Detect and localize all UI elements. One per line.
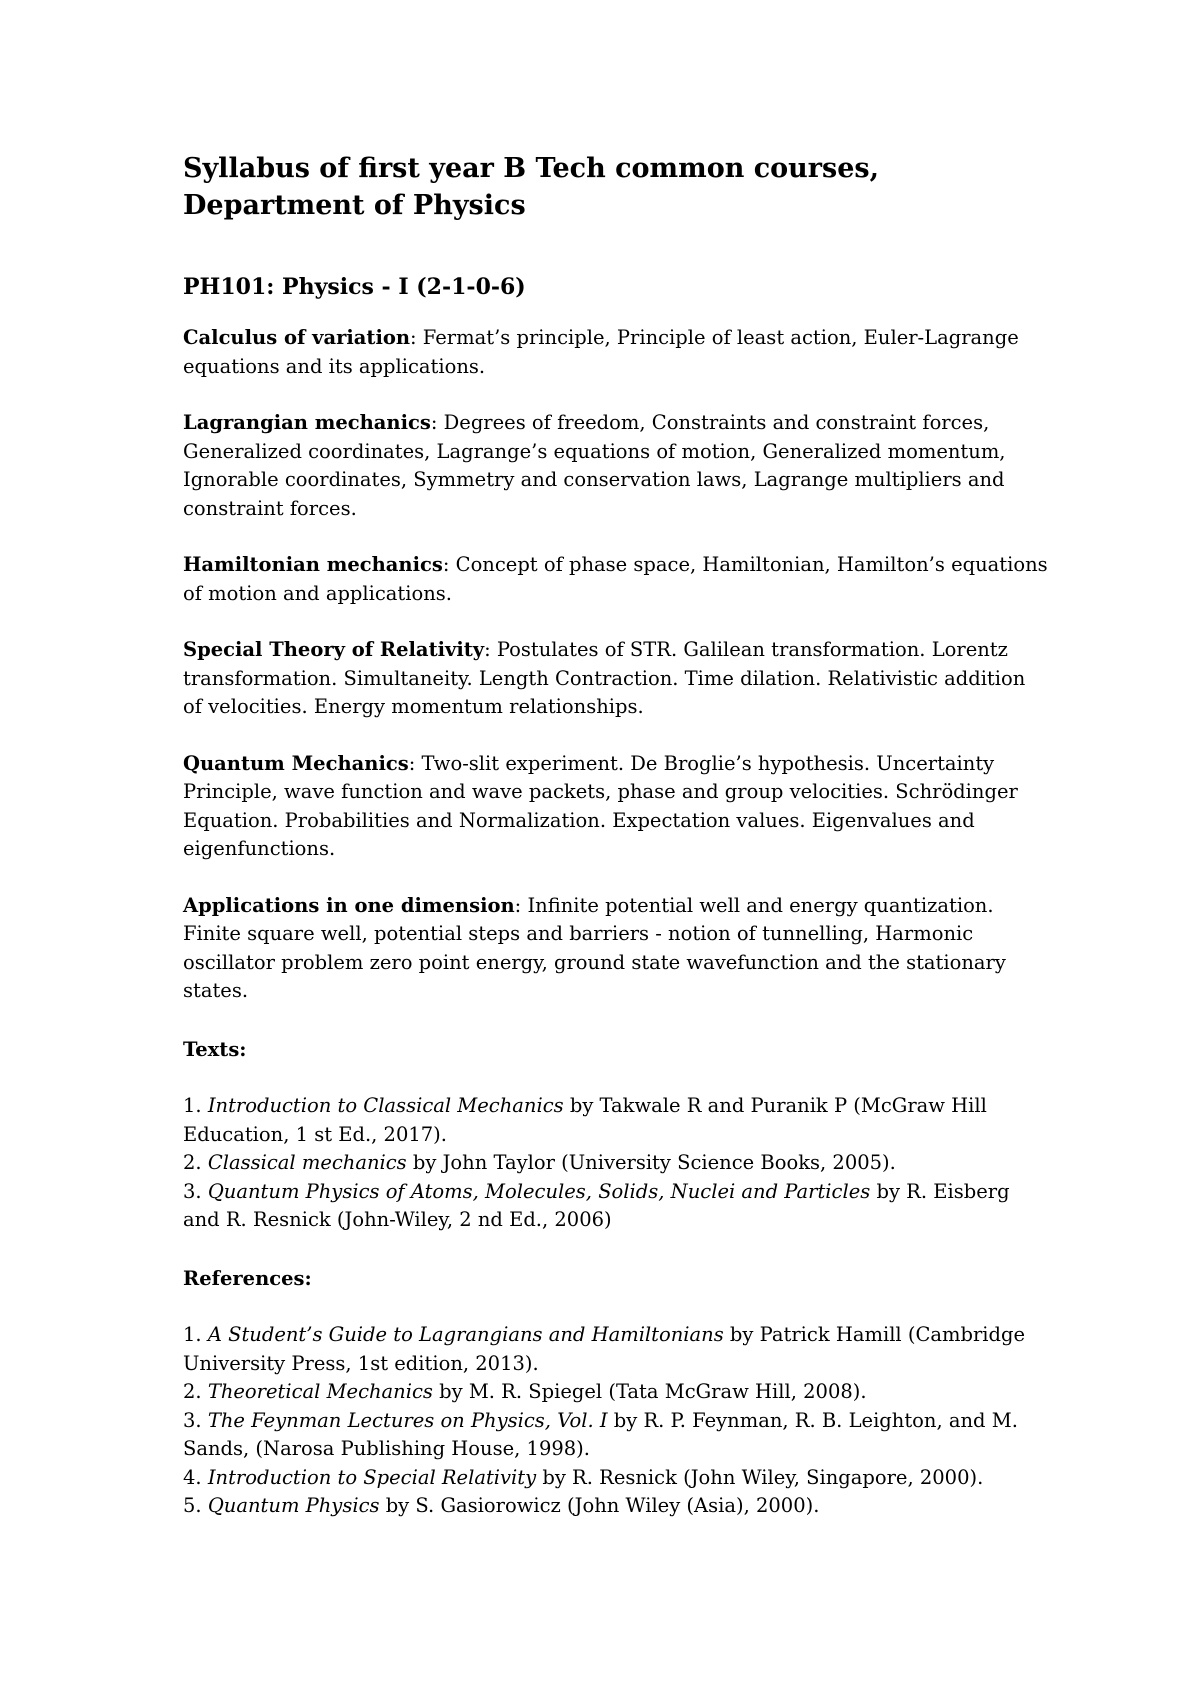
topic-text: : Postulates of STR. Galilean transformation. Lorentz transformation. Simultaneity. Length Contraction. Time dilation. Relativistic addition of velocities. Energy momentum relationships. <box>183 638 1026 718</box>
list-item <box>183 1378 1050 1407</box>
list-item <box>183 1178 1050 1235</box>
book-title: The Feynman Lectures on Physics, Vol. I <box>207 1408 608 1432</box>
book-title: A Student’s Guide to Lagrangians and Hamiltonians <box>207 1323 724 1346</box>
book-details: by R. Eisberg and R. Resnick (John-Wiley, 2 nd Ed., 2006) <box>183 1179 1010 1231</box>
book-details: by S. Gasiorowicz (John Wiley (Asia), 2000). <box>379 1494 820 1517</box>
list-item <box>183 1464 1050 1493</box>
topic-text: : Concept of phase space, Hamiltonian, Hamilton’s equations of motion and applications. <box>183 553 1048 605</box>
topic-calculus-of-variation <box>183 324 1050 381</box>
topic-text: : Two-slit experiment. De Broglie’s hypothesis. Uncertainty Principle, wave function and wave packets, phase and group velocities. Schrödinger Equation. Probabilities and Normalization. Expectation values. Eigenvalues and eigenfunctions. <box>183 751 1018 860</box>
book-title: Quantum Physics of Atoms, Molecules, Solids, Nuclei and Particles <box>207 1179 871 1203</box>
book-details: by R. P. Feynman, R. B. Leighton, and M. Sands, (Narosa Publishing House, 1998). <box>183 1408 1018 1460</box>
book-title: Introduction to Special Relativity <box>207 1465 537 1489</box>
topic-text: : Infinite potential well and energy quantization. Finite square well, potential steps and barriers - notion of tunnelling, Harmonic oscillator problem zero point energy, ground state wavefunction and the stationary states. <box>183 893 1006 1002</box>
item-number: 1. <box>183 1094 208 1117</box>
book-details: by Takwale R and Puranik P (McGraw Hill Education, 1 st Ed., 2017). <box>183 1094 987 1146</box>
topic-heading: Calculus of variation <box>183 326 411 349</box>
item-number: 3. <box>183 1408 208 1432</box>
book-details: by M. R. Spiegel (Tata McGraw Hill, 2008). <box>432 1380 867 1403</box>
topic-text: : Degrees of freedom, Constraints and constraint forces, Generalized coordinates, Lagrange’s equations of motion, Generalized momentum, Ignorable coordinates, Symmetry and conservation laws, Lagrange multipliers and constraint forces. <box>183 411 1006 520</box>
list-item <box>183 1092 1050 1149</box>
references-list <box>183 1321 1050 1521</box>
topic-special-relativity <box>183 636 1050 722</box>
list-item <box>183 1149 1050 1178</box>
topic-heading: Special Theory of Relativity <box>183 638 485 661</box>
topic-quantum-mechanics <box>183 750 1050 864</box>
book-title: Quantum Physics <box>207 1494 380 1517</box>
topic-text: : Fermat’s principle, Principle of least action, Euler-Lagrange equations and its applications. <box>183 326 1019 378</box>
list-item <box>183 1407 1050 1464</box>
book-title: Classical mechanics <box>207 1151 407 1174</box>
references-heading: References: <box>183 1266 312 1290</box>
item-number: 2. <box>183 1151 208 1174</box>
book-details: by John Taylor (University Science Books, 2005). <box>406 1151 896 1174</box>
topic-heading: Quantum Mechanics <box>183 751 409 775</box>
list-item <box>183 1492 1050 1521</box>
item-number: 1. <box>183 1323 208 1346</box>
book-details: by Patrick Hamill (Cambridge University Press, 1st edition, 2013). <box>183 1323 1026 1375</box>
course-heading: PH101: Physics - I (2-1-0-6) <box>183 274 526 300</box>
document-title-line-2: Department of Physics <box>183 190 526 221</box>
item-number: 3. <box>183 1179 208 1203</box>
texts-list <box>183 1092 1050 1235</box>
document-title <box>183 150 1050 224</box>
topic-heading: Hamiltonian mechanics <box>183 553 443 576</box>
book-details: by R. Resnick (John Wiley, Singapore, 2000). <box>536 1465 984 1489</box>
item-number: 2. <box>183 1380 208 1403</box>
topic-heading: Applications in one dimension <box>183 893 515 917</box>
item-number: 5. <box>183 1494 208 1517</box>
book-title: Introduction to Classical Mechanics <box>207 1094 564 1117</box>
topic-hamiltonian-mechanics <box>183 551 1050 608</box>
document-title-line-1: Syllabus of first year B Tech common courses, <box>183 153 880 184</box>
topic-heading: Lagrangian mechanics <box>183 411 431 434</box>
topic-lagrangian-mechanics <box>183 409 1050 523</box>
texts-heading: Texts: <box>183 1037 247 1061</box>
item-number: 4. <box>183 1465 208 1489</box>
topic-applications-one-dimension <box>183 892 1050 1006</box>
list-item <box>183 1321 1050 1378</box>
book-title: Theoretical Mechanics <box>207 1380 433 1403</box>
